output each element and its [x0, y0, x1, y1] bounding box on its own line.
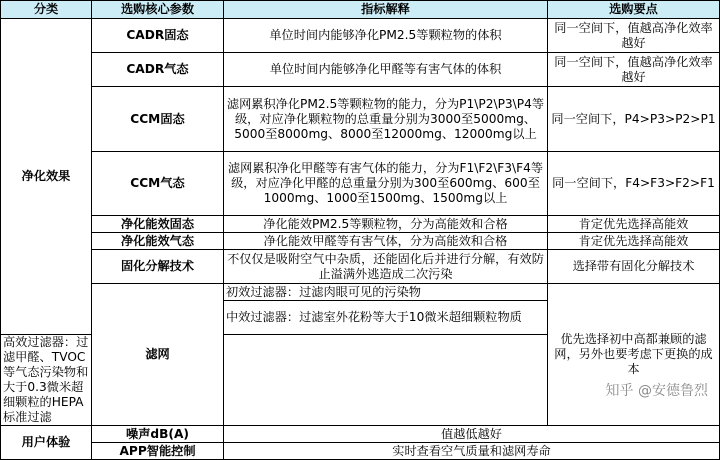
tip-eff-gas: 肯定优先选择高能效 — [548, 233, 720, 250]
param-eff-solid: 净化能效固态 — [92, 216, 224, 233]
tip-fix: 选择带有固化分解技术 — [548, 250, 720, 284]
param-noise: 噪声dB(A) — [92, 426, 224, 443]
table-row — [1, 53, 720, 87]
explain-filter-medium: 中效过滤器：过滤室外花粉等大于10微米超细颗粒物质 — [224, 301, 548, 335]
table-row — [1, 152, 720, 216]
explain-ccm-solid: 滤网累积净化PM2.5等颗粒物的能力，分为P1\P2\P3\P4等级，对应净化颗粒物的总重量分别为3000至5000mg、5000至8000mg、8000至12000mg、12000mg以上 — [224, 87, 548, 152]
param-app: APP智能控制 — [92, 443, 224, 460]
header-category: 分类 — [1, 1, 92, 19]
explain-fix: 不仅仅是吸附空气中杂质，还能固化后并进行分解，有效防止溢满外逃造成二次污染 — [224, 250, 548, 284]
header-param: 选购核心参数 — [92, 1, 224, 19]
param-cadr-gas: CADR气态 — [92, 53, 224, 87]
explain-eff-solid: 净化能效PM2.5等颗粒物，分为高能效和合格 — [224, 216, 548, 233]
category-ux: 用户体验 — [1, 426, 92, 460]
explain-filter-high: 高效过滤器：过滤甲醛、TVOC等气态污染物和大于0.3微米超细颗粒的HEPA标准过滤 — [1, 335, 92, 426]
table-row — [1, 284, 720, 301]
tip-cadr-gas: 同一空间下，值越高净化效率越好 — [548, 53, 720, 87]
explain-ccm-gas: 滤网累积净化甲醛等有害气体的能力，分为F1\F2\F3\F4等级，对应净化甲醛的总重量分别为300至600mg、600至1000mg、1000至1500mg、1500mg以上 — [224, 152, 548, 216]
watermark: 知乎 @安德鲁烈 — [604, 380, 710, 400]
header-explain: 指标解释 — [224, 1, 548, 19]
table-row — [1, 443, 720, 460]
tip-eff-solid: 肯定优先选择高能效 — [548, 216, 720, 233]
tip-ccm-solid: 同一空间下，P4>P3>P2>P1 — [548, 87, 720, 152]
tip-cadr-solid: 同一空间下，值越高净化效率越好 — [548, 19, 720, 53]
header-tip: 选购要点 — [548, 1, 720, 19]
explain-app: 实时查看空气质量和滤网寿命 — [224, 443, 720, 460]
tip-filter: 优先选择初中高都兼顾的滤网，另外也要考虑下更换的成本 — [548, 284, 720, 426]
param-filter: 滤网 — [92, 284, 224, 426]
param-fix: 固化分解技术 — [92, 250, 224, 284]
explain-cadr-gas: 单位时间内能够净化甲醛等有害气体的体积 — [224, 53, 548, 87]
param-cadr-solid: CADR固态 — [92, 19, 224, 53]
table-row — [1, 250, 720, 284]
table-row — [1, 19, 720, 53]
explain-filter-primary: 初效过滤器：过滤肉眼可见的污染物 — [224, 284, 548, 301]
tip-ccm-gas: 同一空间下，F4>F3>F2>F1 — [548, 152, 720, 216]
param-ccm-gas: CCM气态 — [92, 152, 224, 216]
explain-cadr-solid: 单位时间内能够净化PM2.5等颗粒物的体积 — [224, 19, 548, 53]
table-row — [1, 233, 720, 250]
explain-eff-gas: 净化能效甲醛等有害气体，分为高能效和合格 — [224, 233, 548, 250]
category-purify: 净化效果 — [1, 19, 92, 335]
explain-noise: 值越低越好 — [224, 426, 720, 443]
table-row — [1, 216, 720, 233]
table-row — [1, 426, 720, 443]
param-ccm-solid: CCM固态 — [92, 87, 224, 152]
param-eff-gas: 净化能效气态 — [92, 233, 224, 250]
header-row — [1, 1, 720, 19]
table-row — [1, 87, 720, 152]
